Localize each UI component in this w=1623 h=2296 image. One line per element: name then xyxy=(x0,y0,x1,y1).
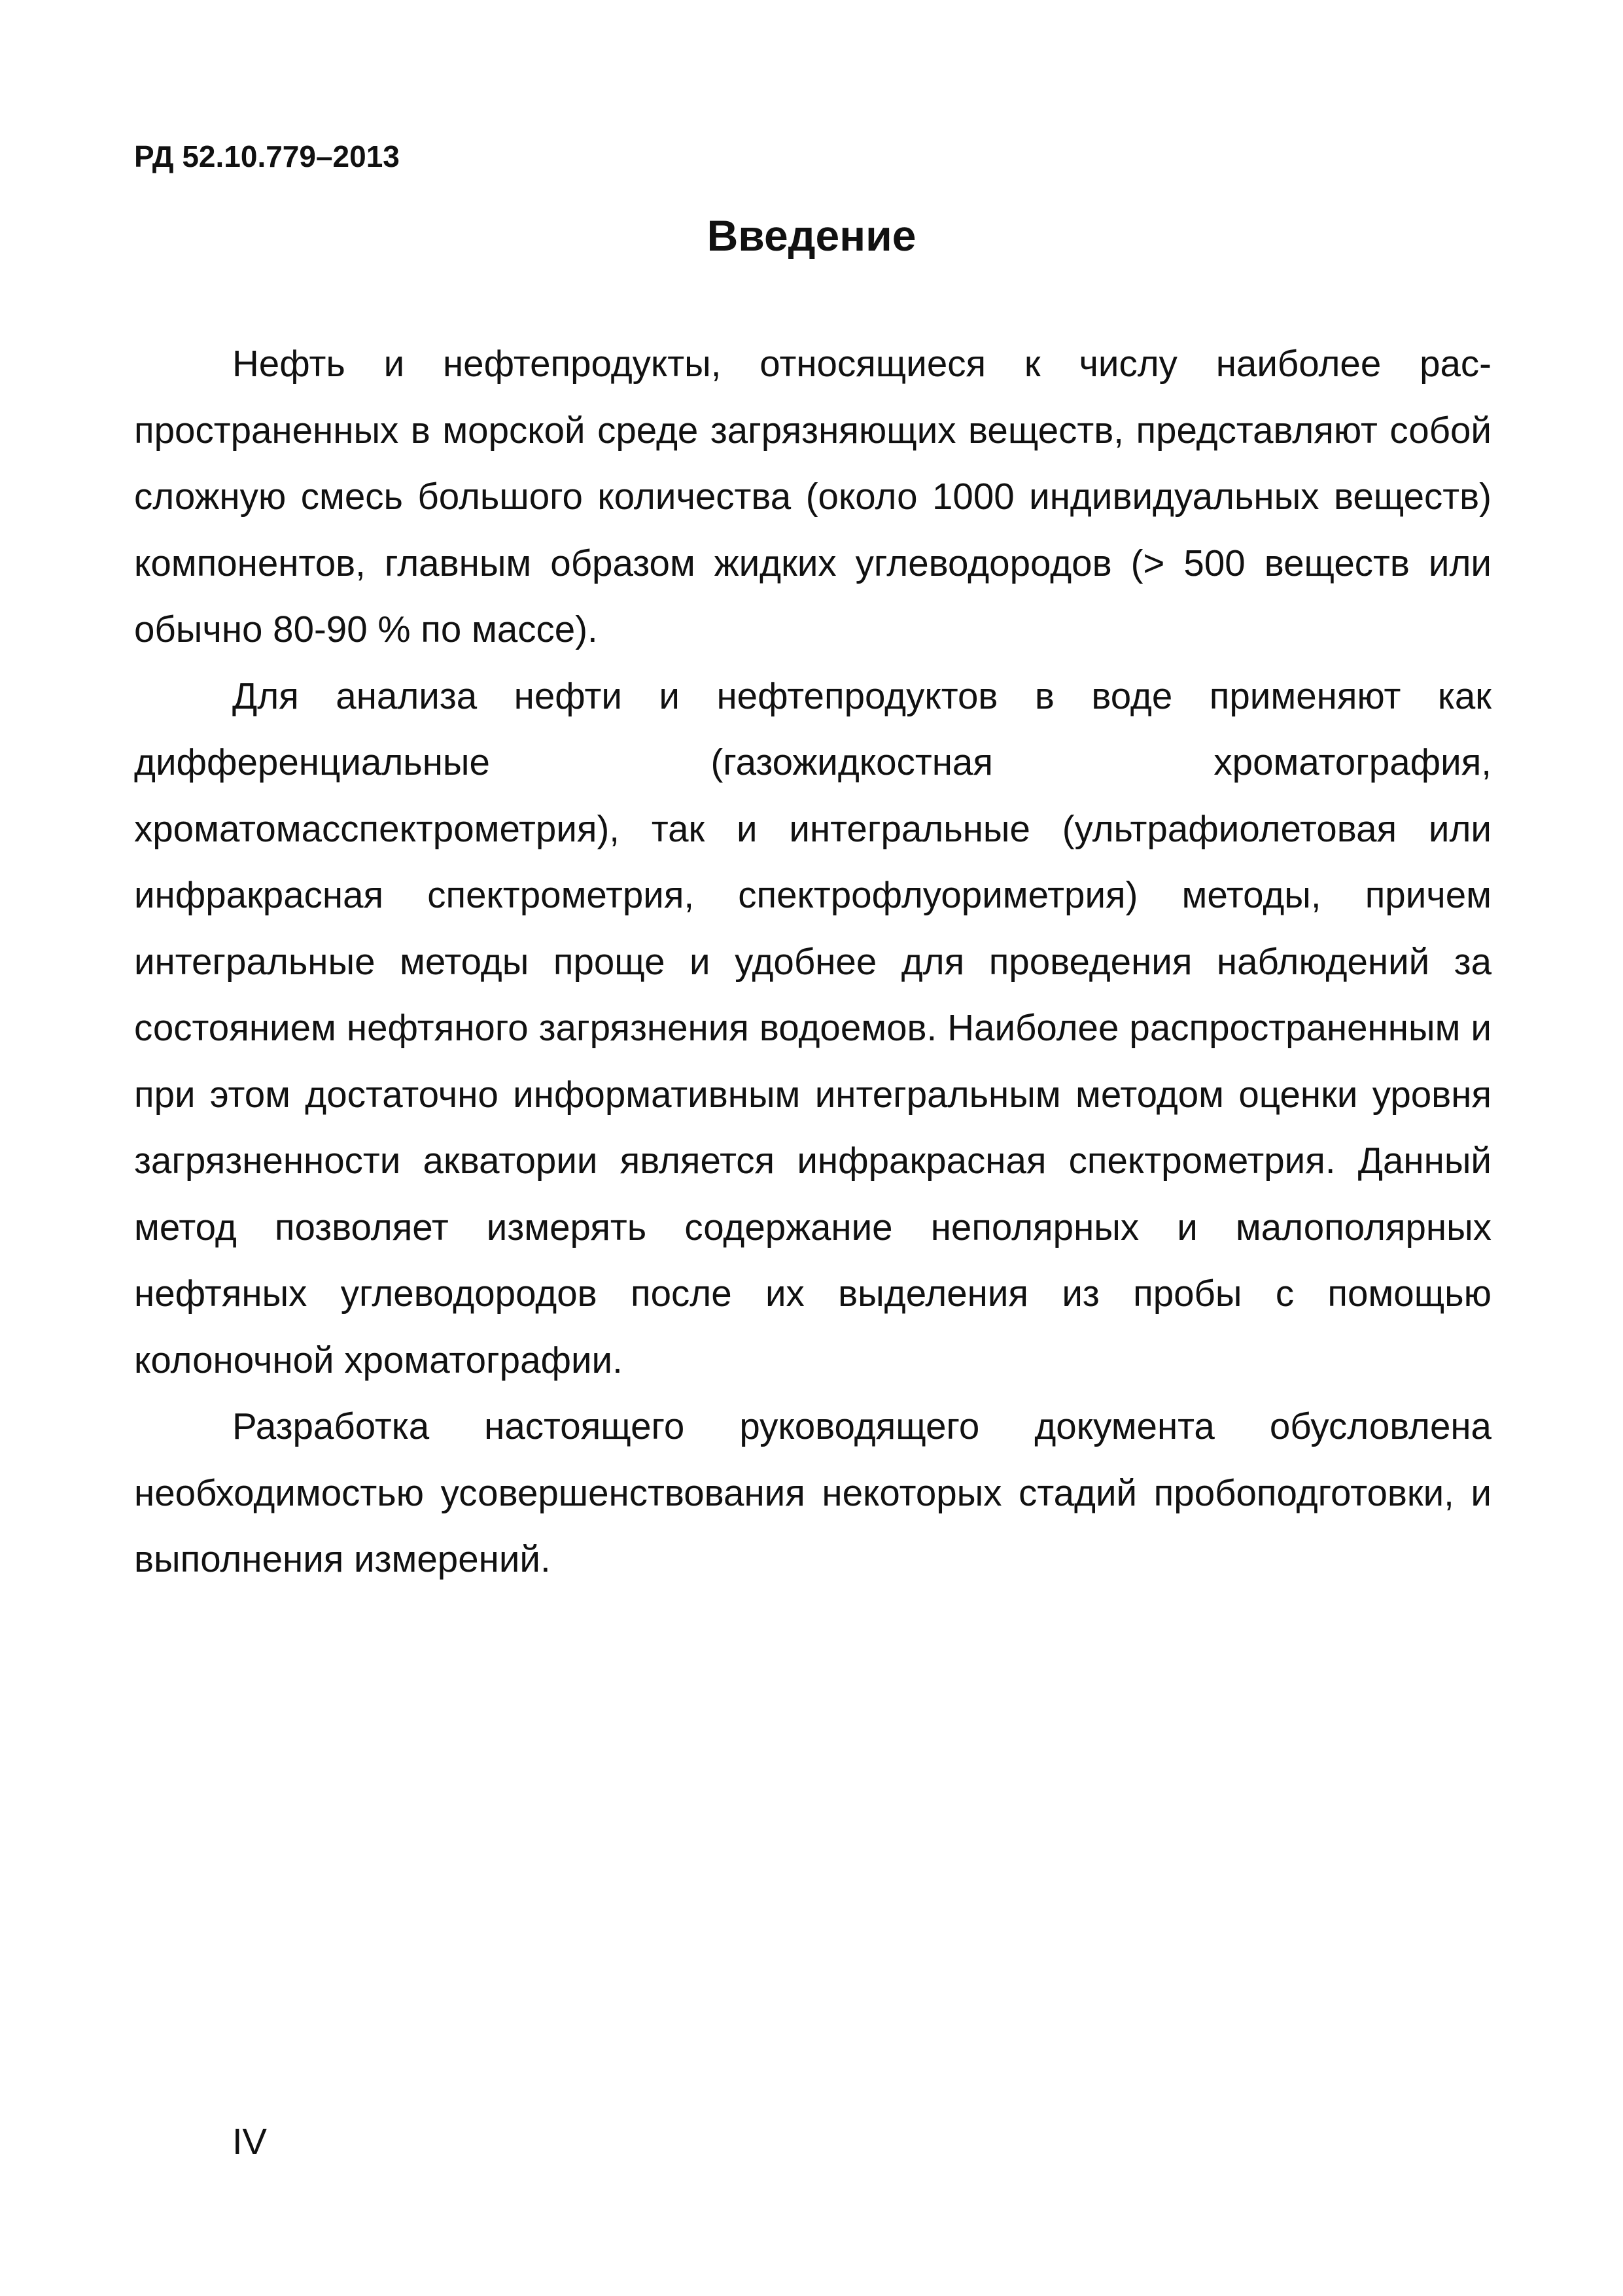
body-text xyxy=(134,330,1492,1593)
section-title: Введение xyxy=(707,211,916,260)
paragraph-1: Нефть и нефтепродукты, относящиеся к числу наиболее распространенных в морской среде загрязняющих веществ, представляют собой сложную смесь большого количества (около 1000 индивидуальных веществ) компонентов, главным образом жидких углеводородов (> 500 веществ или обычно 80-90 % по массе). xyxy=(134,343,1492,650)
paragraph-3: Разработка настоящего руководящего документа обусловлена необходимостью усовершенствования некоторых стадий пробоподготовки, и выполнения измерений. xyxy=(134,1405,1492,1580)
paragraph-2: Для анализа нефти и нефтепродуктов в воде применяют как дифференциальные (газожидкостная хроматография, хроматомасспектрометрия), так и интегральные (ультрафиолетовая или инфракрасная спектрометрия, спектрофлуориметрия) методы, причем интегральные методы проще и удобнее для проведения наблюдений за состоянием нефтяного загрязнения водоемов. Наиболее распространенным и при этом достаточно информативным интегральным методом оценки уровня загрязненности акватории является инфракрасная спектрометрия. Данный метод позволяет измерять содержание неполярных и малополярных нефтяных углеводородов после их выделения из пробы с помощью колоночной хроматографии. xyxy=(134,675,1492,1381)
document-code: РД 52.10.779–2013 xyxy=(134,139,400,173)
page-number: IV xyxy=(232,2121,267,2162)
